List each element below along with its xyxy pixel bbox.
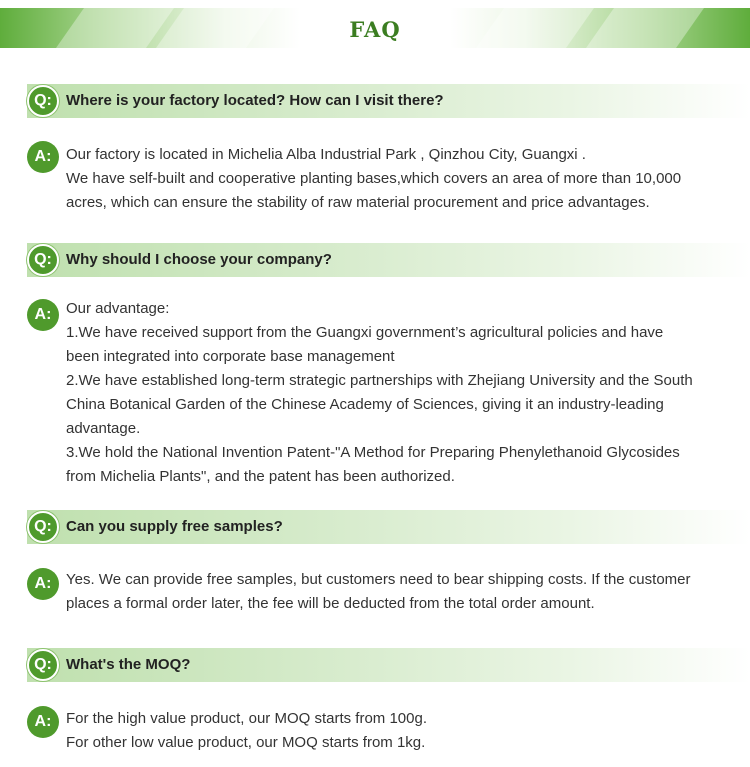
answer-badge-icon: A:	[27, 706, 59, 738]
answer-line: For other low value product, our MOQ starts from 1kg.	[66, 734, 426, 751]
answer-line: advantage.	[66, 420, 141, 437]
question-badge-icon: Q:	[27, 649, 59, 681]
question-badge-icon: Q:	[27, 511, 59, 543]
question-badge-icon: Q:	[27, 85, 59, 117]
answer-text	[66, 143, 748, 215]
answer-line: China Botanical Garden of the Chinese Academy of Sciences, giving it an industry-leading	[66, 396, 664, 413]
answer-text	[66, 297, 748, 489]
answer-line: For the high value product, our MOQ starts from 100g.	[66, 710, 427, 727]
faq-header-banner	[0, 8, 750, 48]
answer-line: places a formal order later, the fee will be deducted from the total order amount.	[66, 595, 595, 612]
question-text: Can you supply free samples?	[66, 518, 283, 535]
answer-line: acres, which can ensure the stability of raw material procurement and price advantages.	[66, 194, 650, 211]
answer-line: from Michelia Plants", and the patent has been authorized.	[66, 468, 455, 485]
answer-line: Our advantage:	[66, 300, 170, 317]
answer-line: Yes. We can provide free samples, but customers need to bear shipping costs. If the customer	[66, 571, 691, 588]
question-badge-icon: Q:	[27, 244, 59, 276]
answer-line: been integrated into corporate base management	[66, 348, 395, 365]
page-title: FAQ	[349, 17, 401, 42]
answer-badge-icon: A:	[27, 299, 59, 331]
answer-line: 1.We have received support from the Guangxi government’s agricultural policies and have	[66, 324, 664, 341]
question-text: Where is your factory located? How can I visit there?	[66, 92, 444, 109]
answer-line: Our factory is located in Michelia Alba Industrial Park , Qinzhou City, Guangxi .	[66, 146, 586, 163]
answer-line: We have self-built and cooperative planting bases,which covers an area of more than 10,000	[66, 170, 682, 187]
answer-badge-icon: A:	[27, 568, 59, 600]
question-text: Why should I choose your company?	[66, 251, 332, 268]
answer-text	[66, 707, 748, 755]
question-text: What's the MOQ?	[66, 656, 191, 673]
answer-badge-icon: A:	[27, 141, 59, 173]
answer-line: 2.We have established long-term strategic partnerships with Zhejiang University and the South	[66, 372, 693, 389]
answer-text	[66, 568, 748, 616]
answer-line: 3.We hold the National Invention Patent-"A Method for Preparing Phenylethanoid Glycosides	[66, 444, 680, 461]
